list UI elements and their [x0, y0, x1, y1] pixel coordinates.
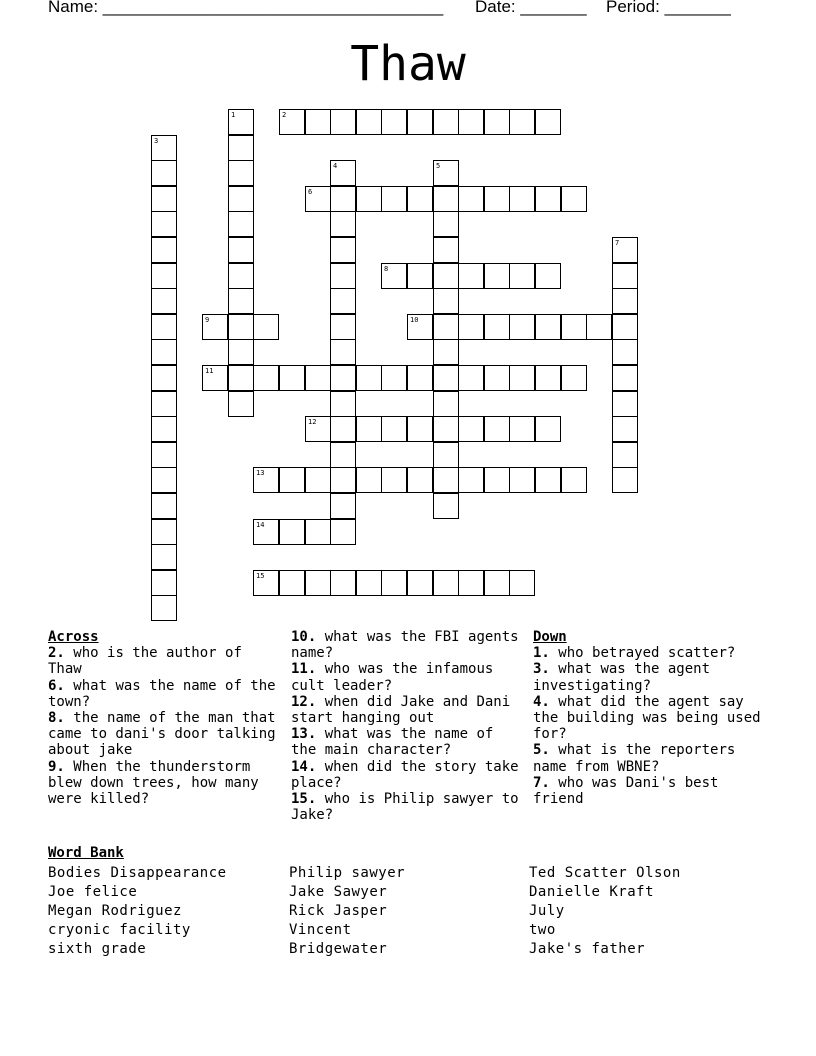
crossword-cell[interactable] [509, 314, 535, 340]
crossword-cell[interactable] [433, 109, 459, 135]
crossword-cell[interactable] [151, 314, 177, 340]
crossword-cell[interactable] [279, 519, 305, 545]
crossword-cell[interactable] [433, 160, 459, 186]
crossword-cell[interactable] [612, 288, 638, 314]
crossword-cell[interactable] [228, 109, 254, 135]
crossword-cell[interactable] [228, 263, 254, 289]
crossword-cell[interactable] [381, 186, 407, 212]
crossword-cell[interactable] [484, 467, 510, 493]
crossword-cell[interactable] [305, 365, 331, 391]
clue-number-label: 4. [533, 693, 550, 710]
crossword-cell[interactable] [279, 570, 305, 596]
crossword-cell[interactable] [330, 109, 356, 135]
across-clues-middle [291, 629, 523, 823]
clue-number-label: 7. [533, 774, 550, 791]
crossword-cell[interactable] [151, 570, 177, 596]
crossword-cell[interactable] [612, 467, 638, 493]
crossword-cell[interactable] [151, 416, 177, 442]
crossword-cell[interactable] [305, 186, 331, 212]
crossword-cell[interactable] [535, 263, 561, 289]
crossword-cell[interactable] [228, 237, 254, 263]
crossword-cell[interactable] [151, 288, 177, 314]
crossword-cell[interactable] [151, 339, 177, 365]
crossword-cell[interactable] [330, 391, 356, 417]
crossword-cell[interactable] [330, 365, 356, 391]
crossword-cell[interactable] [202, 314, 228, 340]
crossword-cell[interactable] [151, 467, 177, 493]
crossword-cell[interactable] [381, 467, 407, 493]
period-field: Period: _______ [606, 0, 731, 16]
crossword-cell[interactable] [330, 186, 356, 212]
crossword-cell[interactable] [253, 314, 279, 340]
crossword-cell[interactable] [586, 314, 612, 340]
clue-text: what was the name of the town? [48, 677, 276, 710]
crossword-cell[interactable] [279, 467, 305, 493]
crossword-cell[interactable] [330, 339, 356, 365]
word-bank-item: Jake's father [529, 941, 646, 957]
crossword-cell[interactable] [253, 519, 279, 545]
clue-text: when did Jake and Dani start hanging out [291, 693, 511, 727]
clue-number: 7 [615, 239, 620, 247]
crossword-cell[interactable] [253, 467, 279, 493]
crossword-cell[interactable] [535, 314, 561, 340]
clue-number: 5 [436, 162, 441, 170]
crossword-cell[interactable] [535, 109, 561, 135]
clue-number-label: 9. [48, 758, 65, 775]
clue-number: 4 [333, 162, 338, 170]
crossword-cell[interactable] [612, 339, 638, 365]
crossword-cell[interactable] [381, 365, 407, 391]
clue-number-label: 13. [291, 726, 317, 743]
crossword-cell[interactable] [509, 109, 535, 135]
down-clues [533, 629, 765, 807]
clue-text: what did the agent say the building was being used for? [533, 693, 761, 743]
clue-number-label: 14. [291, 758, 317, 775]
crossword-cell[interactable] [305, 519, 331, 545]
crossword-cell[interactable] [561, 467, 587, 493]
crossword-cell[interactable] [458, 109, 484, 135]
word-bank-column-1 [48, 864, 227, 959]
crossword-cell[interactable] [330, 263, 356, 289]
clue-item [48, 710, 280, 759]
crossword-cell[interactable] [535, 416, 561, 442]
crossword-cell[interactable] [509, 365, 535, 391]
crossword-cell[interactable] [612, 314, 638, 340]
crossword-cell[interactable] [151, 135, 177, 161]
clue-item [291, 791, 523, 823]
clue-text: what was the agent investigating? [533, 661, 711, 694]
crossword-cell[interactable] [151, 544, 177, 570]
crossword-cell[interactable] [407, 467, 433, 493]
crossword-cell[interactable] [484, 416, 510, 442]
clue-number-label: 3. [533, 661, 550, 678]
crossword-cell[interactable] [330, 416, 356, 442]
word-bank-item: Danielle Kraft [529, 884, 655, 900]
clue-number-label: 12. [291, 693, 317, 710]
crossword-cell[interactable] [151, 391, 177, 417]
crossword-cell[interactable] [484, 365, 510, 391]
puzzle-title: Thaw [350, 36, 466, 92]
clue-item [291, 759, 523, 791]
word-bank-column-2 [289, 864, 405, 959]
clue-number: 2 [282, 111, 287, 119]
crossword-cell[interactable] [433, 186, 459, 212]
crossword-cell[interactable] [612, 442, 638, 468]
crossword-cell[interactable] [433, 493, 459, 519]
crossword-cell[interactable] [509, 186, 535, 212]
crossword-cell[interactable] [433, 288, 459, 314]
clue-text: When the thunderstorm blew down trees, how many were killed? [48, 758, 259, 808]
clue-number: 10 [410, 316, 419, 324]
crossword-cell[interactable] [253, 570, 279, 596]
crossword-cell[interactable] [356, 570, 382, 596]
crossword-cell[interactable] [535, 186, 561, 212]
crossword-cell[interactable] [381, 570, 407, 596]
clue-item [533, 742, 765, 774]
crossword-cell[interactable] [458, 186, 484, 212]
clue-number-label: 5. [533, 742, 550, 759]
word-bank-item: Philip sawyer [289, 865, 406, 881]
clue-number: 14 [256, 521, 265, 529]
clue-number-label: 6. [48, 677, 65, 694]
crossword-cell[interactable] [330, 467, 356, 493]
crossword-cell[interactable] [433, 391, 459, 417]
word-bank-item: Joe felice [48, 884, 138, 900]
clue-text: what was the FBI agents name? [291, 629, 519, 662]
clue-text: who is the author of Thaw [48, 645, 242, 678]
word-bank-item: two [529, 922, 556, 938]
crossword-cell[interactable] [228, 186, 254, 212]
word-bank-heading: Word Bank [48, 845, 124, 861]
clue-text: who is Philip sawyer to Jake? [291, 791, 519, 824]
word-bank-item: cryonic facility [48, 922, 191, 938]
clue-number: 6 [308, 188, 313, 196]
name-field: Name: ____________________________________ [48, 0, 444, 16]
crossword-cell[interactable] [151, 442, 177, 468]
clue-item [291, 726, 523, 758]
crossword-cell[interactable] [407, 416, 433, 442]
crossword-cell[interactable] [381, 109, 407, 135]
crossword-cell[interactable] [330, 519, 356, 545]
crossword-cell[interactable] [228, 339, 254, 365]
clue-text: what is the reporters name from WBNE? [533, 742, 736, 775]
crossword-cell[interactable] [202, 365, 228, 391]
crossword-cell[interactable] [228, 211, 254, 237]
crossword-cell[interactable] [433, 467, 459, 493]
crossword-cell[interactable] [612, 237, 638, 263]
crossword-cell[interactable] [561, 186, 587, 212]
clue-item [48, 645, 280, 677]
crossword-cell[interactable] [407, 314, 433, 340]
clue-text: who betrayed scatter? [558, 645, 736, 662]
crossword-cell[interactable] [151, 186, 177, 212]
crossword-cell[interactable] [484, 186, 510, 212]
crossword-cell[interactable] [279, 109, 305, 135]
crossword-cell[interactable] [433, 570, 459, 596]
clue-number: 13 [256, 469, 265, 477]
across-clues-left [48, 629, 280, 807]
clue-number: 8 [384, 265, 389, 273]
word-bank-column-3 [529, 864, 681, 959]
crossword-cell[interactable] [407, 263, 433, 289]
crossword-cell[interactable] [305, 467, 331, 493]
crossword-cell[interactable] [228, 365, 254, 391]
crossword-cell[interactable] [305, 416, 331, 442]
crossword-cell[interactable] [228, 314, 254, 340]
crossword-cell[interactable] [509, 467, 535, 493]
crossword-cell[interactable] [381, 263, 407, 289]
crossword-cell[interactable] [433, 442, 459, 468]
word-bank-item: Rick Jasper [289, 903, 388, 919]
clue-item [291, 694, 523, 726]
clue-number: 9 [205, 316, 210, 324]
crossword-cell[interactable] [458, 467, 484, 493]
crossword-cell[interactable] [433, 211, 459, 237]
word-bank-item: July [529, 903, 565, 919]
clue-text: when did the story take place? [291, 758, 519, 791]
crossword-cell[interactable] [330, 442, 356, 468]
crossword-cell[interactable] [433, 263, 459, 289]
crossword-cell[interactable] [561, 365, 587, 391]
crossword-cell[interactable] [151, 237, 177, 263]
crossword-cell[interactable] [381, 416, 407, 442]
crossword-cell[interactable] [356, 416, 382, 442]
crossword-cell[interactable] [330, 288, 356, 314]
clue-item [48, 678, 280, 710]
clue-number-label: 11. [291, 661, 317, 678]
clue-item [533, 775, 765, 807]
crossword-cell[interactable] [458, 416, 484, 442]
crossword-cell[interactable] [484, 109, 510, 135]
crossword-cell[interactable] [356, 109, 382, 135]
crossword-cell[interactable] [407, 109, 433, 135]
word-bank-item: Bodies Disappearance [48, 865, 227, 881]
across-heading: Across [48, 629, 99, 645]
word-bank-item: Jake Sawyer [289, 884, 388, 900]
clue-text: who was Dani's best friend [533, 774, 719, 808]
crossword-cell[interactable] [228, 135, 254, 161]
crossword-cell[interactable] [433, 416, 459, 442]
crossword-cell[interactable] [356, 467, 382, 493]
crossword-cell[interactable] [407, 186, 433, 212]
crossword-cell[interactable] [151, 160, 177, 186]
clue-number: 3 [154, 137, 159, 145]
clue-text: who was the infamous cult leader? [291, 661, 494, 694]
clue-number-label: 1. [533, 645, 550, 662]
crossword-cell[interactable] [535, 365, 561, 391]
crossword-cell[interactable] [484, 570, 510, 596]
clue-number: 15 [256, 572, 265, 580]
crossword-cell[interactable] [484, 314, 510, 340]
crossword-cell[interactable] [509, 263, 535, 289]
crossword-cell[interactable] [330, 211, 356, 237]
crossword-cell[interactable] [407, 365, 433, 391]
crossword-cell[interactable] [458, 263, 484, 289]
clue-item [533, 661, 765, 693]
crossword-cell[interactable] [151, 493, 177, 519]
crossword-cell[interactable] [535, 467, 561, 493]
crossword-cell[interactable] [330, 160, 356, 186]
clue-number-label: 15. [291, 791, 317, 808]
crossword-cell[interactable] [612, 391, 638, 417]
crossword-cell[interactable] [330, 237, 356, 263]
crossword-cell[interactable] [151, 263, 177, 289]
crossword-cell[interactable] [279, 365, 305, 391]
crossword-cell[interactable] [509, 570, 535, 596]
clue-item [533, 694, 765, 743]
word-bank-item: sixth grade [48, 941, 147, 957]
crossword-cell[interactable] [458, 570, 484, 596]
crossword-cell[interactable] [151, 519, 177, 545]
crossword-cell[interactable] [330, 493, 356, 519]
crossword-cell[interactable] [151, 211, 177, 237]
crossword-cell[interactable] [433, 237, 459, 263]
crossword-cell[interactable] [356, 186, 382, 212]
clue-text: what was the name of the main character? [291, 726, 494, 759]
word-bank-item: Ted Scatter Olson [529, 865, 681, 881]
crossword-cell[interactable] [151, 595, 177, 621]
clue-number-label: 2. [48, 645, 65, 662]
crossword-cell[interactable] [228, 391, 254, 417]
clue-item [48, 759, 280, 808]
crossword-cell[interactable] [356, 365, 382, 391]
clue-item [533, 645, 765, 661]
crossword-cell[interactable] [484, 263, 510, 289]
crossword-cell[interactable] [458, 314, 484, 340]
clue-text: the name of the man that came to dani's door talking about jake [48, 710, 276, 759]
word-bank-item: Bridgewater [289, 941, 388, 957]
clue-number: 1 [231, 111, 236, 119]
crossword-cell[interactable] [151, 365, 177, 391]
word-bank-item: Vincent [289, 922, 352, 938]
crossword-cell[interactable] [612, 416, 638, 442]
clue-number: 12 [308, 418, 317, 426]
crossword-cell[interactable] [305, 109, 331, 135]
crossword-cell[interactable] [433, 314, 459, 340]
crossword-cell[interactable] [433, 339, 459, 365]
clue-item [291, 629, 523, 661]
crossword-cell[interactable] [509, 416, 535, 442]
crossword-cell[interactable] [433, 365, 459, 391]
clue-item [291, 661, 523, 693]
crossword-cell[interactable] [612, 365, 638, 391]
crossword-cell[interactable] [228, 288, 254, 314]
word-bank-item: Megan Rodriguez [48, 903, 182, 919]
crossword-cell[interactable] [330, 314, 356, 340]
down-heading: Down [533, 629, 567, 645]
crossword-cell[interactable] [407, 570, 433, 596]
date-field: Date: _______ [475, 0, 587, 16]
clue-number-label: 10. [291, 629, 317, 645]
crossword-cell[interactable] [612, 263, 638, 289]
crossword-cell[interactable] [305, 570, 331, 596]
crossword-cell[interactable] [561, 314, 587, 340]
crossword-cell[interactable] [253, 365, 279, 391]
crossword-cell[interactable] [458, 365, 484, 391]
clue-number-label: 8. [48, 710, 65, 727]
clue-number: 11 [205, 367, 214, 375]
crossword-cell[interactable] [228, 160, 254, 186]
crossword-cell[interactable] [330, 570, 356, 596]
